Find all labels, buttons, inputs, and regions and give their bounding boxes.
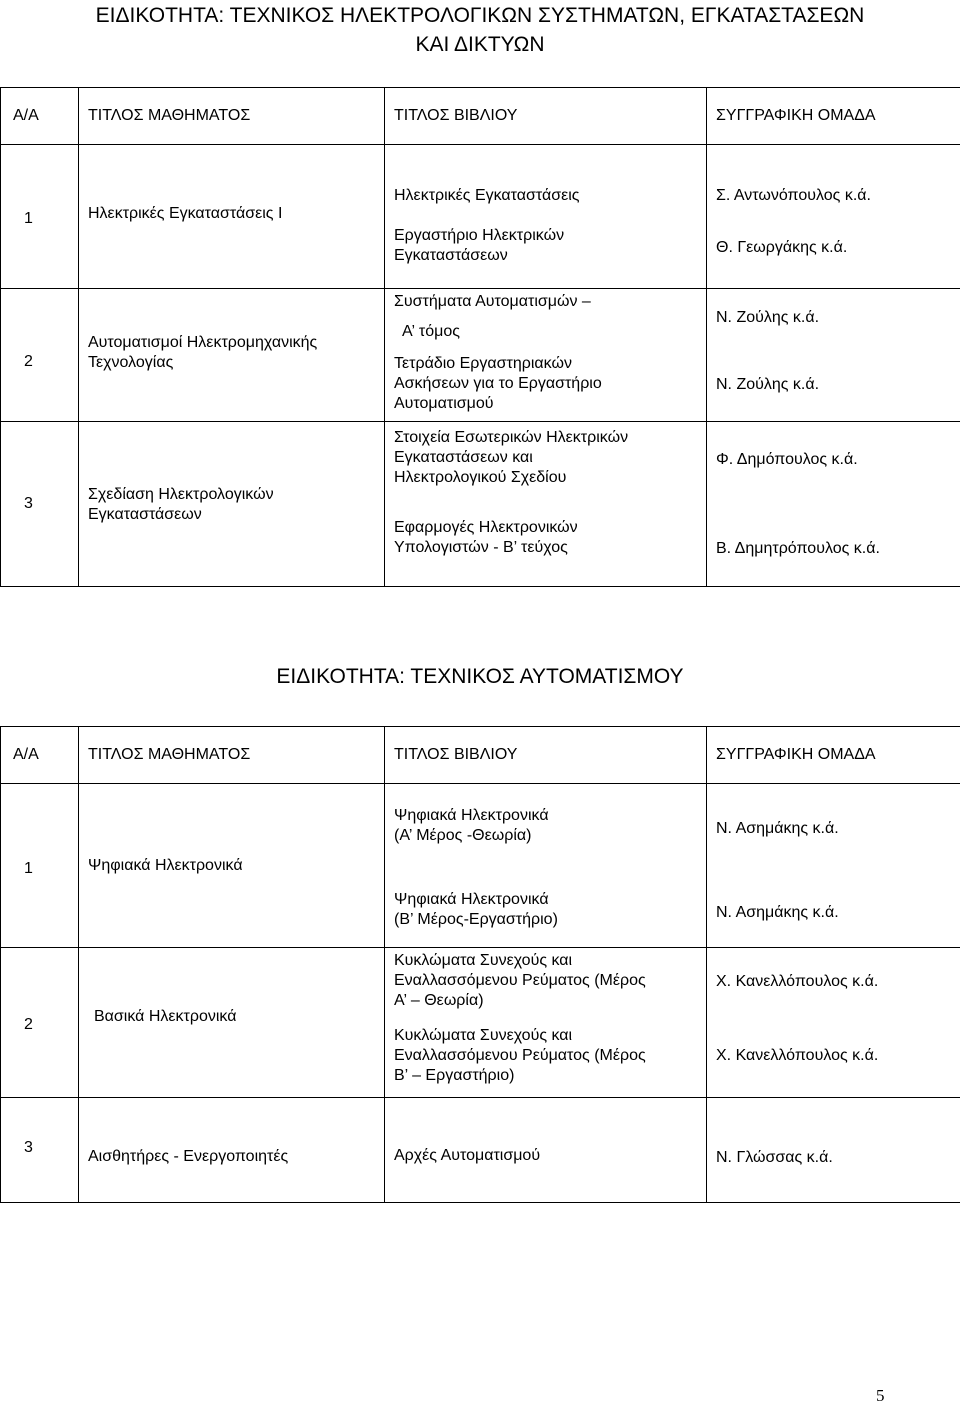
- row-number: [1, 422, 79, 587]
- book-title: Εφαρμογές Ηλεκτρονικών: [394, 519, 578, 536]
- header-book-title: ΤΙΤΛΟΣ ΒΙΒΛΙΟΥ: [385, 88, 707, 145]
- book-title: Εργαστήριο Ηλεκτρικών: [394, 227, 565, 244]
- book-title: Εναλλασσόμενου Ρεύματος (Μέρος: [394, 1047, 646, 1064]
- book-cell: [385, 289, 707, 422]
- book-title: Στοιχεία Εσωτερικών Ηλεκτρικών: [394, 429, 629, 446]
- book-title: Υπολογιστών - Β’ τεύχος: [394, 539, 568, 556]
- author-name: Β. Δημητρόπουλος κ.ά.: [716, 540, 880, 557]
- row-number-text: 3: [24, 495, 33, 512]
- section1-title: [0, 1, 960, 59]
- course-cell: [79, 145, 385, 289]
- book-title: Αυτοματισμού: [394, 395, 494, 412]
- row-number-text: 3: [24, 1139, 33, 1156]
- section2-table: [0, 726, 960, 1203]
- book-cell: [385, 784, 707, 948]
- book-cell: [385, 1098, 707, 1203]
- table-row: [1, 948, 960, 1098]
- book-title: (Β’ Μέρος-Εργαστήριο): [394, 911, 558, 928]
- book-title: Εγκαταστάσεων και: [394, 449, 533, 466]
- table-header-row: [1, 88, 960, 145]
- author-name: Ν. Ασημάκης κ.ά.: [716, 820, 839, 837]
- header-course-title: ΤΙΤΛΟΣ ΜΑΘΗΜΑΤΟΣ: [79, 727, 385, 784]
- author-name: Χ. Κανελλόπουλος κ.ά.: [716, 973, 879, 990]
- book-title: Β’ – Εργαστήριο): [394, 1067, 515, 1084]
- section1-title-line2: ΚΑΙ ΔΙΚΤΥΩΝ: [415, 33, 545, 56]
- author-name: Σ. Αντωνόπουλος κ.ά.: [716, 187, 871, 204]
- authors-cell: [707, 422, 960, 587]
- author-name: Ν. Γλώσσας κ.ά.: [716, 1149, 833, 1166]
- course-cell: [79, 289, 385, 422]
- authors-cell: [707, 289, 960, 422]
- book-title: Κυκλώματα Συνεχούς και: [394, 952, 573, 969]
- author-name: Ν. Ασημάκης κ.ά.: [716, 904, 839, 921]
- book-title: Ψηφιακά Ηλεκτρονικά: [394, 891, 549, 908]
- author-name: Χ. Κανελλόπουλος κ.ά.: [716, 1047, 879, 1064]
- author-name: Ν. Ζούλης κ.ά.: [716, 376, 820, 393]
- table-row: [1, 1098, 960, 1203]
- section1-table: [0, 87, 960, 587]
- table-row: [1, 289, 960, 422]
- book-title: Α’ – Θεωρία): [394, 992, 484, 1009]
- header-aa: Α/Α: [1, 727, 79, 784]
- author-name: Φ. Δημόπουλος κ.ά.: [716, 451, 858, 468]
- header-authors: ΣΥΓΓΡΑΦΙΚΗ ΟΜΑΔΑ: [707, 88, 960, 145]
- author-name: Ν. Ζούλης κ.ά.: [716, 309, 820, 326]
- course-title: Σχεδίαση Ηλεκτρολογικών: [88, 486, 274, 503]
- header-book-title: ΤΙΤΛΟΣ ΒΙΒΛΙΟΥ: [385, 727, 707, 784]
- book-title: Ηλεκτρικές Εγκαταστάσεις: [394, 187, 580, 204]
- course-title: Ηλεκτρικές Εγκαταστάσεις Ι: [88, 205, 283, 222]
- header-course-title: ΤΙΤΛΟΣ ΜΑΘΗΜΑΤΟΣ: [79, 88, 385, 145]
- book-title: Κυκλώματα Συνεχούς και: [394, 1027, 573, 1044]
- page-number: 5: [876, 1386, 885, 1405]
- book-title: Ηλεκτρολογικού Σχεδίου: [394, 469, 567, 486]
- table-header-row: [1, 727, 960, 784]
- row-number: [1, 1098, 79, 1203]
- book-title: Ψηφιακά Ηλεκτρονικά: [394, 807, 549, 824]
- book-title: Τετράδιο Εργαστηριακών: [394, 355, 572, 372]
- book-title: Εγκαταστάσεων: [394, 247, 508, 264]
- table-row: [1, 784, 960, 948]
- table-row: [1, 145, 960, 289]
- course-cell: [79, 422, 385, 587]
- row-number: [1, 948, 79, 1098]
- course-title: Ψηφιακά Ηλεκτρονικά: [88, 857, 243, 874]
- book-title: Α’ τόμος: [402, 323, 460, 340]
- row-number: [1, 145, 79, 289]
- course-title: Τεχνολογίας: [88, 354, 174, 371]
- row-number-text: 2: [24, 1016, 33, 1033]
- course-title: Βασικά Ηλεκτρονικά: [94, 1008, 237, 1025]
- header-aa: Α/Α: [1, 88, 79, 145]
- book-title: Εναλλασσόμενου Ρεύματος (Μέρος: [394, 972, 646, 989]
- authors-cell: [707, 948, 960, 1098]
- row-number-text: 1: [24, 860, 33, 877]
- book-cell: [385, 948, 707, 1098]
- section1-title-line1: ΕΙΔΙΚΟΤΗΤΑ: ΤΕΧΝΙΚΟΣ ΗΛΕΚΤΡΟΛΟΓΙΚΩΝ ΣΥΣΤΗΜΑΤΩΝ, ΕΓΚΑΤΑΣΤΑΣΕΩΝ: [95, 4, 865, 27]
- book-title: Ασκήσεων για το Εργαστήριο: [394, 375, 602, 392]
- book-title: (Α’ Μέρος -Θεωρία): [394, 827, 532, 844]
- authors-cell: [707, 1098, 960, 1203]
- course-cell: [79, 784, 385, 948]
- authors-cell: [707, 145, 960, 289]
- course-title: Αισθητήρες - Ενεργοποιητές: [88, 1148, 289, 1165]
- author-name: Θ. Γεωργάκης κ.ά.: [716, 239, 848, 256]
- book-cell: [385, 145, 707, 289]
- course-cell: [79, 948, 385, 1098]
- course-title: Εγκαταστάσεων: [88, 506, 202, 523]
- authors-cell: [707, 784, 960, 948]
- book-cell: [385, 422, 707, 587]
- section2-title: ΕΙΔΙΚΟΤΗΤΑ: ΤΕΧΝΙΚΟΣ ΑΥΤΟΜΑΤΙΣΜΟΥ: [276, 665, 684, 688]
- row-number: [1, 784, 79, 948]
- table-row: [1, 422, 960, 587]
- book-title: Αρχές Αυτοματισμού: [394, 1147, 541, 1164]
- book-title: Συστήματα Αυτοματισμών –: [394, 293, 591, 310]
- course-title: Αυτοματισμοί Ηλεκτρομηχανικής: [88, 334, 318, 351]
- course-cell: [79, 1098, 385, 1203]
- row-number: [1, 289, 79, 422]
- row-number-text: 1: [24, 210, 33, 227]
- row-number-text: 2: [24, 353, 33, 370]
- header-authors: ΣΥΓΓΡΑΦΙΚΗ ΟΜΑΔΑ: [707, 727, 960, 784]
